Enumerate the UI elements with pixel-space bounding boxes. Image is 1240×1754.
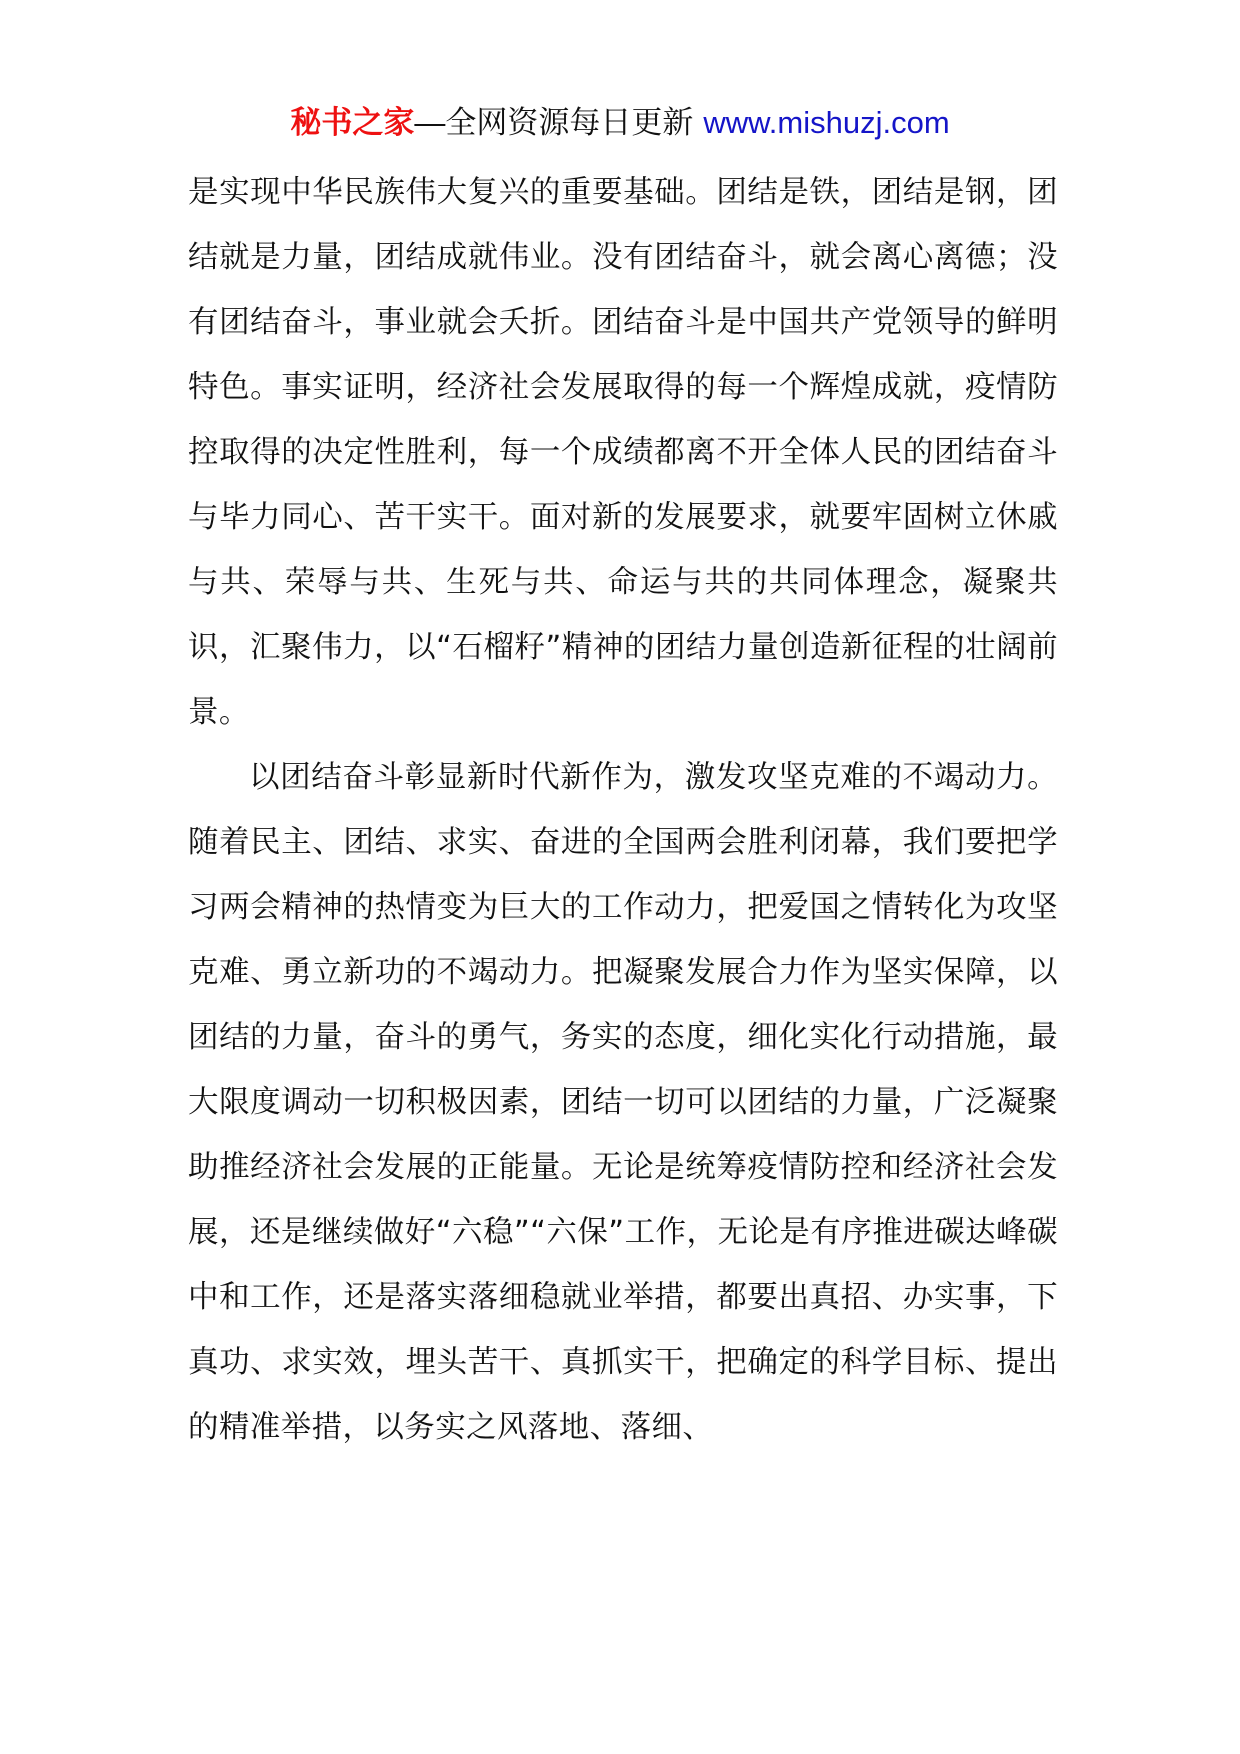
- article-body: [188, 160, 1058, 1460]
- brand-name: 秘书之家: [290, 105, 415, 140]
- paragraph-1: 是实现中华民族伟大复兴的重要基础。团结是铁，团结是钢，团结就是力量，团结成就伟业。没有团结奋斗，就会离心离德；没有团结奋斗，事业就会夭折。团结奋斗是中国共产党领导的鲜明特色。事实证明，经济社会发展取得的每一个辉煌成就，疫情防控取得的决定性胜利，每一个成绩都离不开全体人民的团结奋斗与毕力同心、苦干实干。面对新的发展要求，就要牢固树立休戚与共、荣辱与共、生死与共、命运与共的共同体理念，凝聚共识，汇聚伟力，以“石榴籽”精神的团结力量创造新征程的壮阔前景。: [188, 175, 1058, 730]
- header-tagline: —全网资源每日更新: [414, 105, 694, 140]
- paragraph-2: 以团结奋斗彰显新时代新作为，激发攻坚克难的不竭动力。随着民主、团结、求实、奋进的全国两会胜利闭幕，我们要把学习两会精神的热情变为巨大的工作动力，把爱国之情转化为攻坚克难、勇立新功的不竭动力。把凝聚发展合力作为坚实保障，以团结的力量，奋斗的勇气，务实的态度，细化实化行动措施，最大限度调动一切积极因素，团结一切可以团结的力量，广泛凝聚助推经济社会发展的正能量。无论是统筹疫情防控和经济社会发展，还是继续做好“六稳”“六保”工作，无论是有序推进碳达峰碳中和工作，还是落实落细稳就业举措，都要出真招、办实事，下真功、求实效，埋头苦干、真抓实干，把确定的科学目标、提出的精准举措，以务实之风落地、落细、: [188, 760, 1058, 1445]
- site-url-link[interactable]: www.mishuzj.com: [703, 105, 950, 140]
- site-header: [0, 101, 1240, 145]
